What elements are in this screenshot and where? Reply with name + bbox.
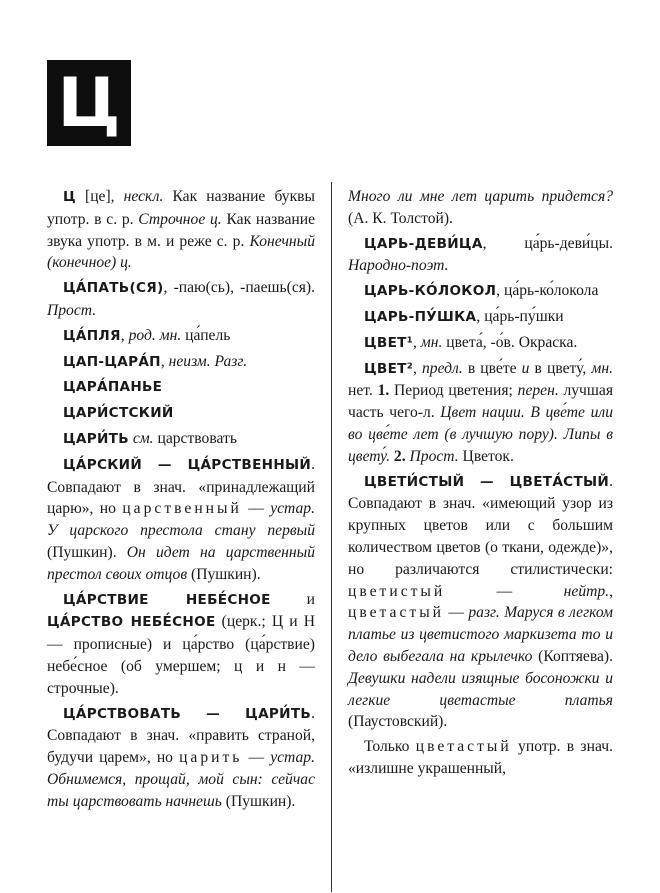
entry-text: — (242, 749, 271, 767)
italic-text: устар. Обнимемся, прощай, мой сын: сейчас ты царствовать начнешь (47, 749, 315, 810)
italic-text: устар. У царского престола стану первый (47, 500, 315, 540)
headword: ЦАРЬ-ДЕВИ́ЦА (364, 235, 483, 252)
entry-text: , (160, 352, 169, 370)
headword: ЦА́РСТВОВАТЬ — ЦАРИ́ТЬ (63, 705, 312, 722)
dictionary-entry (348, 233, 613, 278)
section-letter: Ц (57, 63, 121, 143)
dictionary-entry (348, 332, 613, 355)
entry-text: — (241, 500, 271, 518)
italic-text: Прост. (47, 301, 97, 319)
right-column (348, 186, 613, 783)
column-divider (331, 182, 332, 892)
entry-text: , (120, 326, 129, 344)
dictionary-entry (348, 471, 613, 734)
entry-text: . Совпадают в знач. «править страной, будучи царем», но (47, 704, 315, 767)
dictionary-entry (47, 186, 315, 274)
entry-text: ца́пель (181, 326, 231, 344)
entry-text: , (609, 582, 613, 600)
dictionary-entry (47, 277, 315, 322)
headword: ЦА́РСТВИЕ НЕБЕ́СНОЕ (63, 591, 271, 608)
headword: ЦА́ПЛЯ (63, 327, 121, 344)
headword: ЦВЕТ¹ (364, 334, 413, 351)
italic-text: Народно-поэт. (348, 257, 449, 275)
entry-text: , (413, 333, 421, 351)
headword: ЦАРА́ПАНЬЕ (63, 379, 163, 396)
entry-text: — (444, 604, 469, 622)
spaced-text: цветистый (348, 582, 446, 600)
dictionary-entry (47, 402, 315, 425)
entry-text: (А. К. Толстой). (348, 209, 453, 227)
entry-text: в цве́те (462, 359, 522, 377)
entry-text: цвета́, -о́в. Окраска. (442, 333, 578, 351)
dictionary-entry (348, 736, 613, 780)
italic-text: Девушки надели изящные босоножки и легкие цветастые платья (348, 669, 613, 709)
entry-text: , ца́рь-ко́локола (496, 282, 599, 300)
italic-text: Конечный (конечное) ц. (47, 232, 315, 272)
entry-text: употр. в знач. «излишне украшенный, (348, 738, 613, 777)
bold-number: 1. (377, 382, 390, 400)
headword: ЦА́РСТВО НЕБЕ́СНОЕ (47, 614, 216, 631)
spaced-text: царить (179, 749, 243, 767)
italic-text: Он идет на царственный престол своих отцов (47, 543, 315, 583)
entry-text: . Совпадают в знач. «принадлежащий царю», но (47, 455, 315, 518)
entry-text: (церк.; Ц и Н — прописные) и ца́рство (ца́рствие) небе́сное (об умершем; ц и н — строчные). (47, 613, 315, 697)
entry-text: Как название звука употр. в м. и реже с. р. (47, 210, 316, 250)
dictionary-entry (47, 703, 315, 813)
italic-text: разг. Маруся в легком платье из цветистого маркизета то и дело выбегала на крылечко (348, 604, 614, 665)
headword: ЦАРЬ-ПУ́ШКА (364, 308, 477, 325)
headword: Ц (63, 189, 76, 205)
headword: ЦА́ПАТЬ(СЯ) (63, 280, 164, 297)
dictionary-entry (47, 454, 315, 586)
italic-text: нескл. (123, 188, 164, 205)
italic-text: Прост. (409, 447, 459, 465)
italic-text: род. мн. (128, 326, 182, 344)
entry-text: , ца́рь-деви́цы. (482, 234, 613, 252)
headword: ЦВЕТИ́СТЫЙ — ЦВЕТА́СТЫЙ (364, 473, 610, 490)
dictionary-entry (47, 351, 315, 374)
italic-text: см. (132, 429, 154, 447)
entry-text: , ца́рь-пу́шки (476, 307, 564, 325)
italic-text: предл. (422, 359, 463, 377)
entry-text: (Паустовский). (348, 713, 448, 731)
headword: ЦВЕТ² (364, 360, 413, 377)
italic-text: Строчное ц. (138, 210, 222, 228)
italic-text: мн. (420, 333, 443, 351)
entry-text: (Пушкин). (221, 792, 296, 810)
dictionary-entry (348, 186, 613, 230)
dictionary-entry (47, 589, 315, 700)
dictionary-entry (348, 358, 613, 468)
dictionary-entry (348, 306, 613, 329)
spaced-text: цветастый (348, 604, 445, 622)
italic-text: и (521, 359, 530, 377)
entry-text: [це], (75, 188, 124, 205)
entry-text: (Коптяева). (532, 647, 613, 665)
entry-text: Цветок. (458, 447, 514, 465)
headword: ЦАП-ЦАРА́П (63, 353, 161, 370)
entry-text: , -паю(сь), -паешь(ся). (163, 279, 315, 297)
entry-text: Только (364, 738, 416, 756)
spaced-text: цветастый (415, 738, 512, 756)
bold-number: 2. (393, 447, 406, 465)
entry-text: . Совпадают в знач. «имеющий узор из крупных цветов или с большим количеством цветов (о ткани, одежде)», но различаются стилистически: (348, 472, 613, 578)
dictionary-entry (348, 280, 613, 303)
italic-text: нейтр. (563, 582, 610, 600)
entry-text: в цвету́, (529, 359, 592, 377)
entry-text: , (413, 359, 422, 377)
dictionary-entry (47, 376, 315, 399)
headword: ЦА́РСКИЙ — ЦА́РСТВЕННЫЙ (63, 456, 312, 473)
dictionary-entry (47, 325, 315, 348)
headword: ЦАРИ́ТЬ (63, 430, 129, 447)
entry-text: (Пушкин). (47, 543, 127, 561)
entry-text: лучшая часть чего-л. (348, 382, 613, 422)
headword: ЦАРЬ-КО́ЛОКОЛ (364, 283, 497, 300)
italic-text: мн. (591, 359, 613, 377)
entry-text: и (270, 590, 315, 608)
italic-text: Цвет нации. В цве́те или во цве́те лет (в лучшую пору). Липы в цвету́. (348, 404, 613, 465)
italic-text: неизм. Разг. (168, 352, 248, 370)
headword: ЦАРИ́СТСКИЙ (63, 405, 174, 422)
section-letter-block (47, 60, 131, 146)
italic-text: перен. (517, 382, 559, 400)
left-column (47, 186, 315, 816)
entry-text: Период цветения; (389, 382, 518, 400)
spaced-text: царственный (122, 500, 242, 518)
entry-text: нет. (348, 382, 378, 400)
entry-text: царствовать (153, 429, 237, 447)
italic-text: Много ли мне лет царить придется? (348, 188, 613, 205)
entry-text: Как название буквы употр. в с. р. (47, 188, 315, 228)
dictionary-entry (47, 428, 315, 451)
entry-text: (Пушкин). (187, 565, 261, 583)
entry-text: — (445, 582, 564, 600)
